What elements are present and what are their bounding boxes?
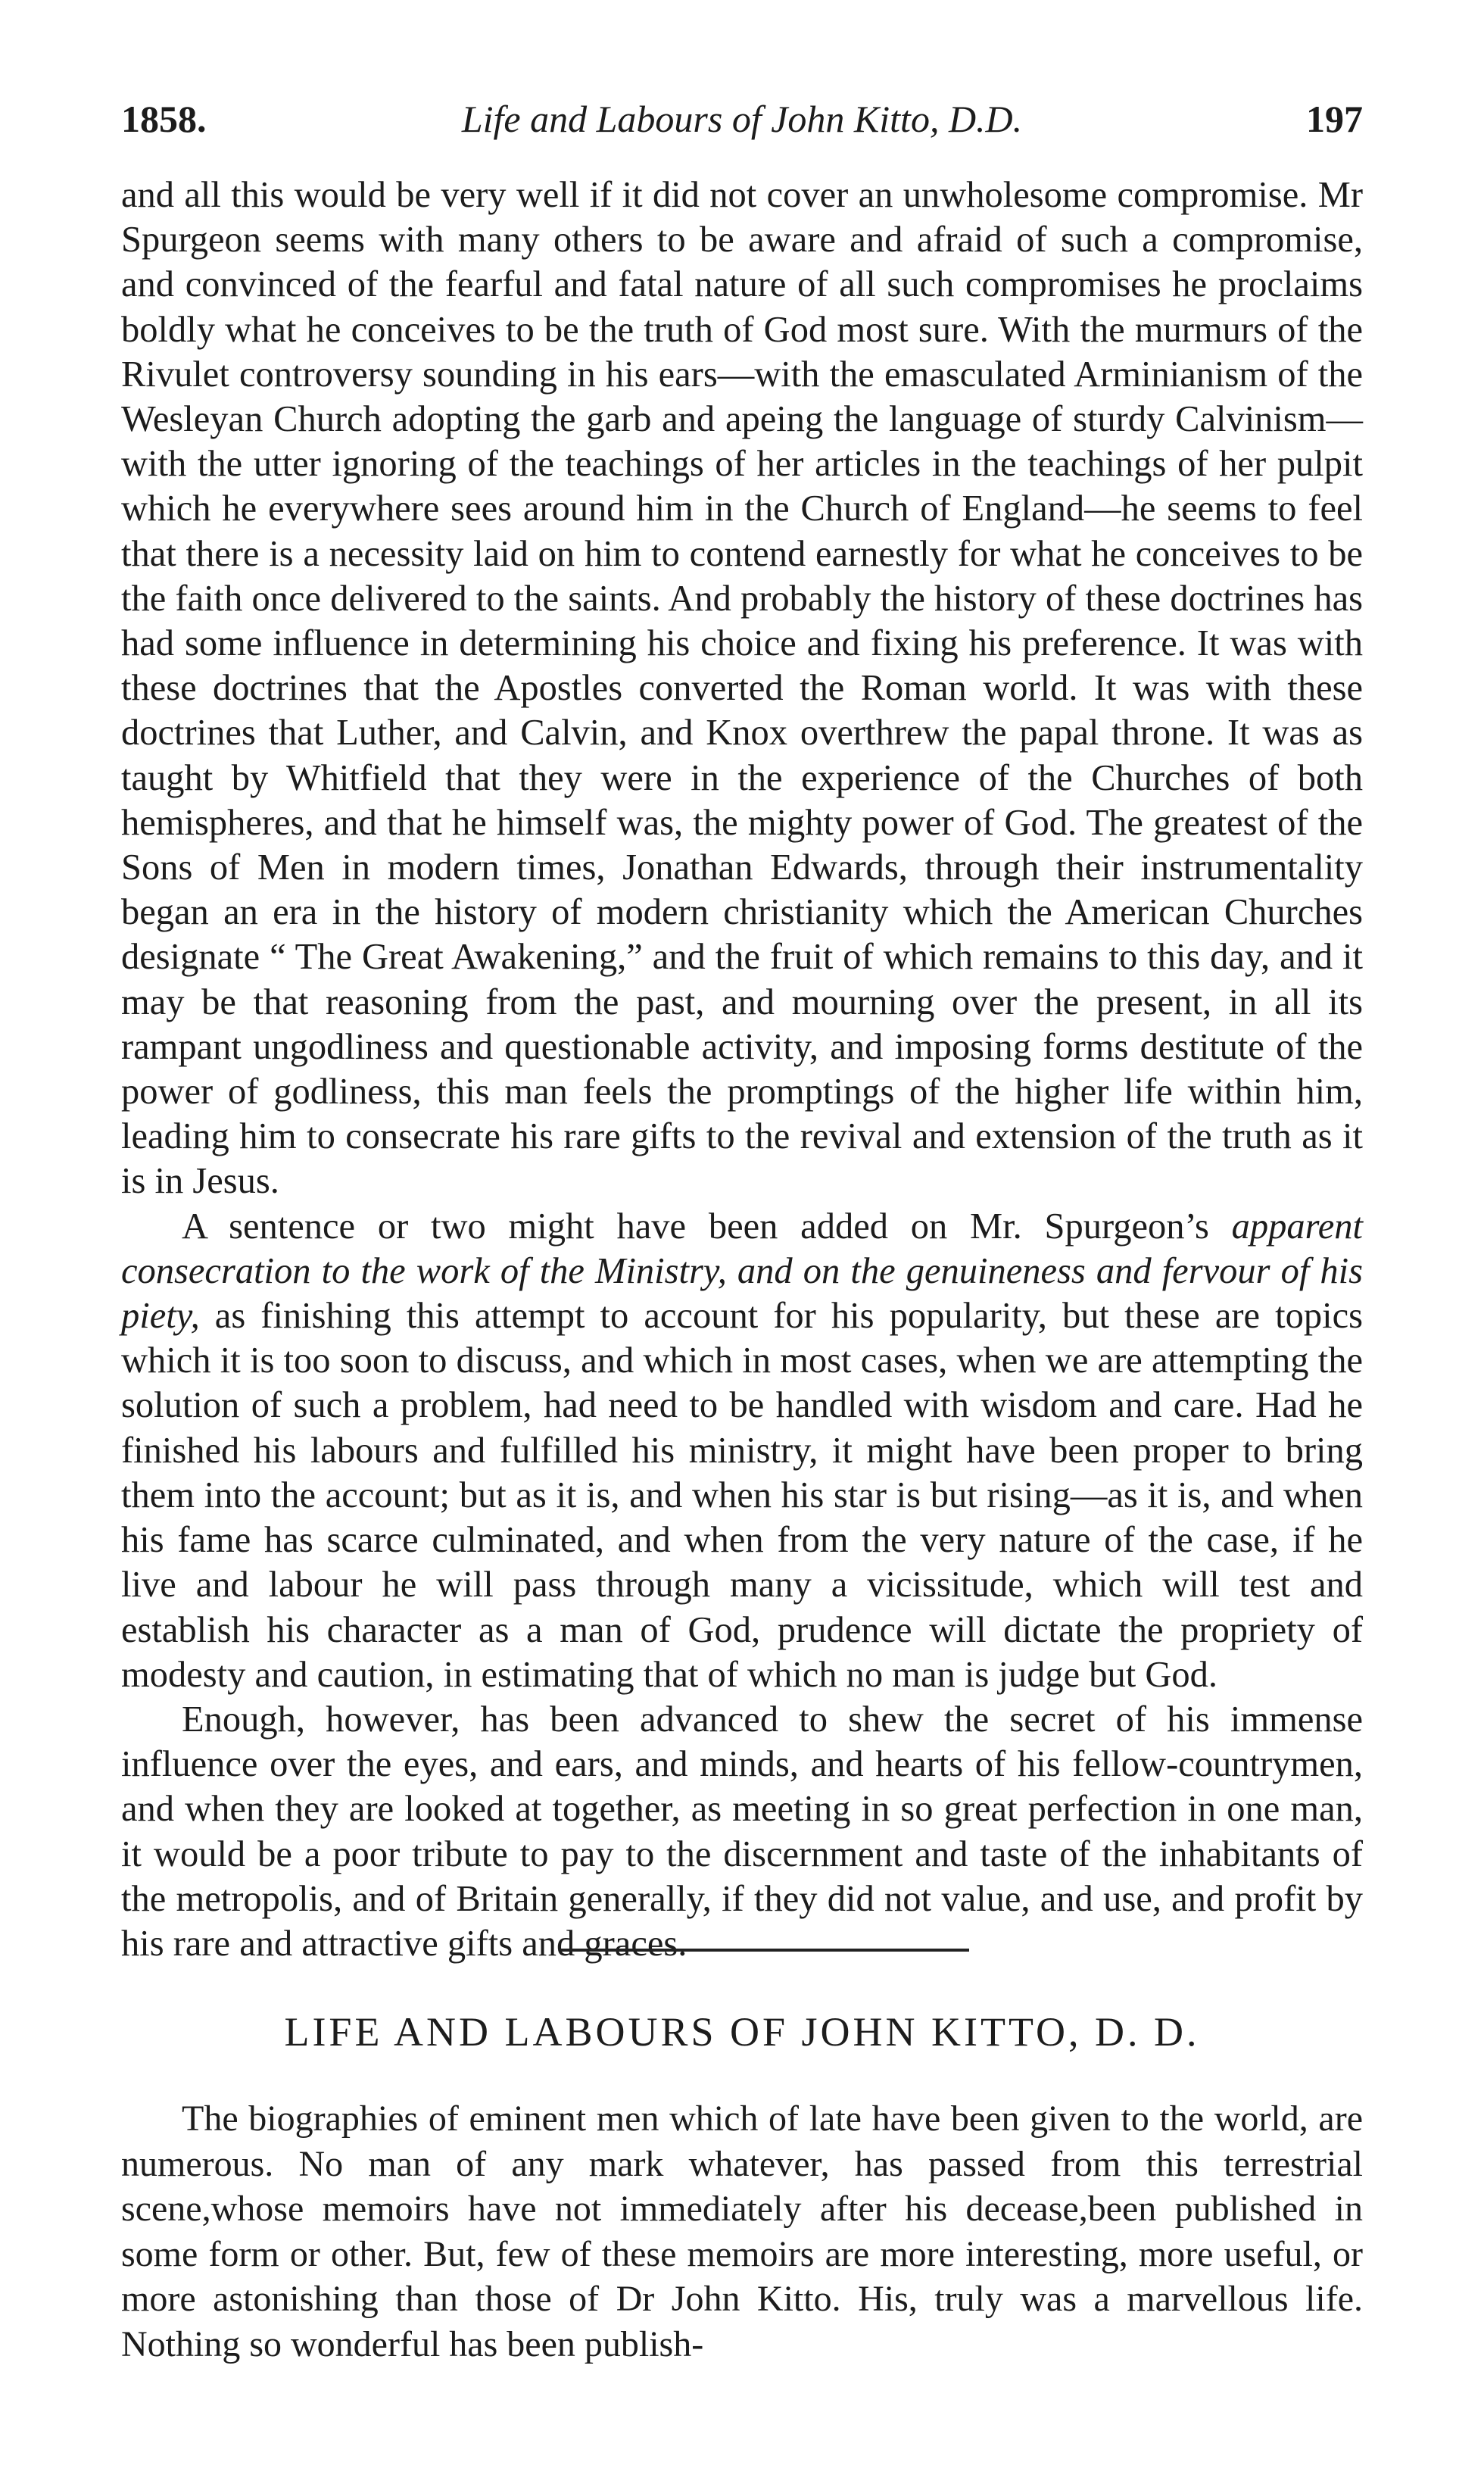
paragraph-text: A sentence or two might have been added on Mr. Spurgeon’s	[182, 1206, 1232, 1247]
article-text	[121, 2096, 1363, 2367]
body-text	[121, 173, 1363, 1966]
header-year: 1858.	[121, 98, 207, 140]
article-heading: LIFE AND LABOURS OF JOHN KITTO, D. D.	[284, 2009, 1200, 2055]
paragraph	[121, 1697, 1363, 1966]
running-header	[121, 97, 1363, 150]
paragraph	[121, 1204, 1363, 1697]
italic-phrase: apparent consecration to the work of the Ministry, and on the genuineness and fervour of his piety,	[121, 1206, 1363, 1337]
paragraph	[121, 173, 1363, 1204]
page-number: 197	[1306, 98, 1363, 140]
paragraph-text: Enough, however, has been advanced to shew the secret of his immense influence over the eyes, and ears, and minds, and hearts of his fellow-countrymen, and when they are looked at together, as meeting in so great perfection in one man, it would be a poor tribute to pay to the discernment and taste of the inhabitants of the metropolis, and of Britain generally, if they did not value, and use, and profit by his rare and attractive gifts and graces.	[121, 1699, 1363, 1964]
article-paragraph: The biographies of eminent men which of late have been given to the world, are numerous. No man of any mark whatever, has passed from this terrestrial scene,whose memoirs have not immediately after his decease,been published in some form or other. But, few of these memoirs are more interesting, more useful, or more astonishing than those of Dr John Kitto. His, truly was a marvellous life. Nothing so wonderful has been publish-	[121, 2099, 1363, 2364]
paragraph-text: and all this would be very well if it did not cover an unwholesome compromise. Mr Spurgeon seems with many others to be aware and afraid of such a compromise, and convinced of the fearful and fatal nature of all such compromises he proclaims boldly what he conceives to be the truth of God most sure. With the murmurs of the Rivulet controversy sounding in his ears—with the emasculated Arminianism of the Wesleyan Church adopting the garb and apeing the language of sturdy Calvinism—with the utter ignoring of the teachings of her articles in the teachings of her pulpit which he everywhere sees around him in the Church of England—he seems to feel that there is a necessity laid on him to contend earnestly for what he conceives to be the faith once delivered to the saints. And probably the history of these doctrines has had some influence in determining his choice and fixing his preference. It was with these doctrines that the Apostles converted the Roman world. It was with these doctrines that Luther, and Calvin, and Knox overthrew the papal throne. It was as taught by Whitfield that they were in the experience of the Churches of both hemispheres, and that he himself was, the mighty power of God. The greatest of the Sons of Men in modern times, Jonathan Edwards, through their instrumentality began an era in the history of modern christianity which the American Churches designate “ The Great Awakening,” and the fruit of which remains to this day, and it may be that reasoning from the past, and mourning over the present, in all its rampant ungodliness and questionable activity, and imposing forms destitute of the power of godliness, this man feels the promptings of the higher life within him, leading him to consecrate his rare gifts to the revival and extension of the truth as it is in Jesus.	[121, 175, 1363, 1202]
section-divider	[560, 1949, 969, 1952]
paragraph-text: as finishing this attempt to account for his popularity, but these are topics which it is too soon to discuss, and which in most cases, when we are attempting the solution of such a problem, had need to be handled with wisdom and care. Had he finished his labours and fulfilled his ministry, it might have been proper to bring them into the account; but as it is, and when his star is but rising—as it is, and when his fame has scarce culminated, and when from the very nature of the case, if he live and labour he will pass through many a vicissitude, which will test and establish his character as a man of God, prudence will dictate the propriety of modesty and caution, in estimating that of which no man is judge but God.	[121, 1296, 1363, 1695]
running-title: Life and Labours of John Kitto, D.D.	[461, 98, 1023, 140]
